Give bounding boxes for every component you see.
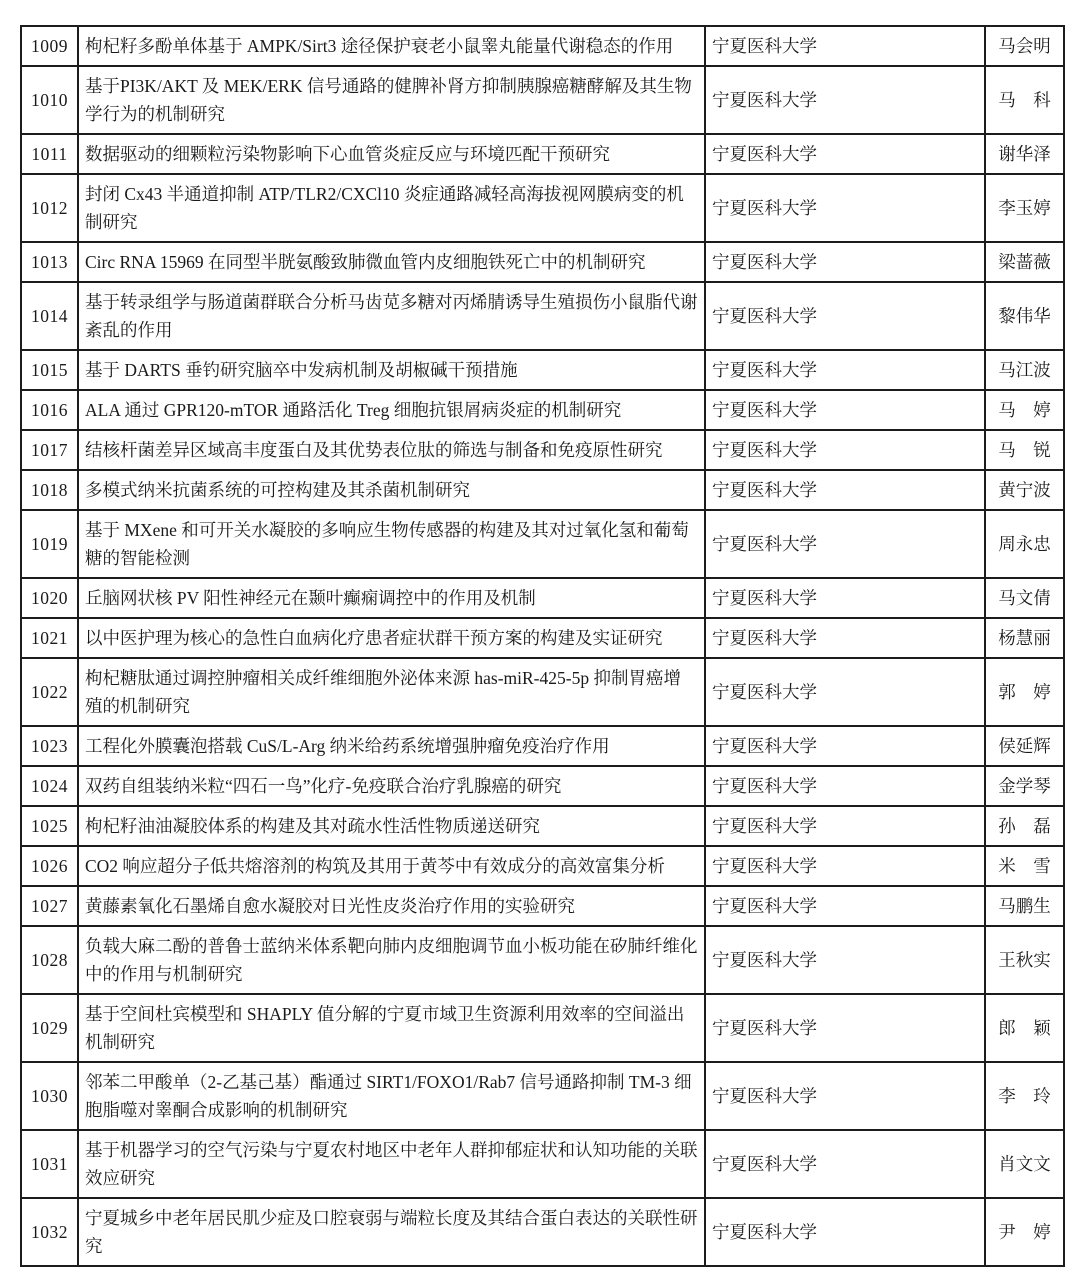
- leader-cell: 黄宁波: [985, 470, 1064, 510]
- table-row: [21, 658, 1064, 726]
- projects-table: [20, 25, 1065, 1267]
- project-id-cell: 1014: [21, 282, 78, 350]
- project-title-cell: Circ RNA 15969 在同型半胱氨酸致肺微血管内皮细胞铁死亡中的机制研究: [78, 242, 705, 282]
- project-title-cell: 宁夏城乡中老年居民肌少症及口腔衰弱与端粒长度及其结合蛋白表达的关联性研究: [78, 1198, 705, 1266]
- table-row: [21, 26, 1064, 66]
- institution-cell: 宁夏医科大学: [705, 766, 985, 806]
- project-title-cell: 结核杆菌差异区域高丰度蛋白及其优势表位肽的筛选与制备和免疫原性研究: [78, 430, 705, 470]
- leader-cell: 杨慧丽: [985, 618, 1064, 658]
- table-row: [21, 578, 1064, 618]
- leader-cell: 马 锐: [985, 430, 1064, 470]
- project-id-cell: 1026: [21, 846, 78, 886]
- institution-cell: 宁夏医科大学: [705, 726, 985, 766]
- institution-cell: 宁夏医科大学: [705, 510, 985, 578]
- institution-cell: 宁夏医科大学: [705, 26, 985, 66]
- project-id-cell: 1009: [21, 26, 78, 66]
- document-page: [20, 25, 1063, 1267]
- project-title-cell: 数据驱动的细颗粒污染物影响下心血管炎症反应与环境匹配干预研究: [78, 134, 705, 174]
- project-id-cell: 1017: [21, 430, 78, 470]
- project-title-cell: 基于 DARTS 垂钓研究脑卒中发病机制及胡椒碱干预措施: [78, 350, 705, 390]
- table-row: [21, 1062, 1064, 1130]
- table-row: [21, 766, 1064, 806]
- project-title-cell: 封闭 Cx43 半通道抑制 ATP/TLR2/CXCl10 炎症通路减轻高海拔视网膜病变的机制研究: [78, 174, 705, 242]
- leader-cell: 尹 婷: [985, 1198, 1064, 1266]
- leader-cell: 马 科: [985, 66, 1064, 134]
- project-title-cell: 工程化外膜囊泡搭载 CuS/L-Arg 纳米给药系统增强肿瘤免疫治疗作用: [78, 726, 705, 766]
- project-id-cell: 1023: [21, 726, 78, 766]
- project-title-cell: CO2 响应超分子低共熔溶剂的构筑及其用于黄芩中有效成分的高效富集分析: [78, 846, 705, 886]
- table-row: [21, 66, 1064, 134]
- project-id-cell: 1020: [21, 578, 78, 618]
- table-row: [21, 1130, 1064, 1198]
- institution-cell: 宁夏医科大学: [705, 578, 985, 618]
- leader-cell: 侯延辉: [985, 726, 1064, 766]
- table-row: [21, 390, 1064, 430]
- project-id-cell: 1024: [21, 766, 78, 806]
- leader-cell: 马文倩: [985, 578, 1064, 618]
- project-id-cell: 1029: [21, 994, 78, 1062]
- table-row: [21, 282, 1064, 350]
- project-title-cell: 丘脑网状核 PV 阳性神经元在颞叶癫痫调控中的作用及机制: [78, 578, 705, 618]
- table-row: [21, 618, 1064, 658]
- project-id-cell: 1030: [21, 1062, 78, 1130]
- project-title-cell: 枸杞籽油油凝胶体系的构建及其对疏水性活性物质递送研究: [78, 806, 705, 846]
- institution-cell: 宁夏医科大学: [705, 926, 985, 994]
- table-row: [21, 1198, 1064, 1266]
- project-title-cell: ALA 通过 GPR120-mTOR 通路活化 Treg 细胞抗银屑病炎症的机制研究: [78, 390, 705, 430]
- institution-cell: 宁夏医科大学: [705, 1130, 985, 1198]
- project-title-cell: 以中医护理为核心的急性白血病化疗患者症状群干预方案的构建及实证研究: [78, 618, 705, 658]
- institution-cell: 宁夏医科大学: [705, 430, 985, 470]
- leader-cell: 马 婷: [985, 390, 1064, 430]
- project-title-cell: 基于转录组学与肠道菌群联合分析马齿苋多糖对丙烯腈诱导生殖损伤小鼠脂代谢紊乱的作用: [78, 282, 705, 350]
- project-id-cell: 1018: [21, 470, 78, 510]
- institution-cell: 宁夏医科大学: [705, 134, 985, 174]
- leader-cell: 周永忠: [985, 510, 1064, 578]
- institution-cell: 宁夏医科大学: [705, 282, 985, 350]
- leader-cell: 梁蔷薇: [985, 242, 1064, 282]
- project-title-cell: 基于 MXene 和可开关水凝胶的多响应生物传感器的构建及其对过氧化氢和葡萄糖的智能检测: [78, 510, 705, 578]
- project-title-cell: 基于机器学习的空气污染与宁夏农村地区中老年人群抑郁症状和认知功能的关联效应研究: [78, 1130, 705, 1198]
- project-id-cell: 1012: [21, 174, 78, 242]
- project-id-cell: 1028: [21, 926, 78, 994]
- project-title-cell: 基于空间杜宾模型和 SHAPLY 值分解的宁夏市域卫生资源利用效率的空间溢出机制研究: [78, 994, 705, 1062]
- project-title-cell: 邻苯二甲酸单（2-乙基己基）酯通过 SIRT1/FOXO1/Rab7 信号通路抑制 TM-3 细胞脂噬对睾酮合成影响的机制研究: [78, 1062, 705, 1130]
- project-id-cell: 1031: [21, 1130, 78, 1198]
- institution-cell: 宁夏医科大学: [705, 886, 985, 926]
- institution-cell: 宁夏医科大学: [705, 994, 985, 1062]
- leader-cell: 孙 磊: [985, 806, 1064, 846]
- table-row: [21, 350, 1064, 390]
- table-row: [21, 994, 1064, 1062]
- institution-cell: 宁夏医科大学: [705, 66, 985, 134]
- institution-cell: 宁夏医科大学: [705, 470, 985, 510]
- table-row: [21, 430, 1064, 470]
- project-title-cell: 多模式纳米抗菌系统的可控构建及其杀菌机制研究: [78, 470, 705, 510]
- project-id-cell: 1027: [21, 886, 78, 926]
- institution-cell: 宁夏医科大学: [705, 846, 985, 886]
- leader-cell: 黎伟华: [985, 282, 1064, 350]
- projects-table-body: [21, 26, 1064, 1266]
- table-row: [21, 806, 1064, 846]
- project-title-cell: 黄藤素氧化石墨烯自愈水凝胶对日光性皮炎治疗作用的实验研究: [78, 886, 705, 926]
- table-row: [21, 242, 1064, 282]
- project-id-cell: 1019: [21, 510, 78, 578]
- project-id-cell: 1013: [21, 242, 78, 282]
- institution-cell: 宁夏医科大学: [705, 618, 985, 658]
- institution-cell: 宁夏医科大学: [705, 242, 985, 282]
- project-id-cell: 1011: [21, 134, 78, 174]
- institution-cell: 宁夏医科大学: [705, 806, 985, 846]
- project-title-cell: 枸杞糖肽通过调控肿瘤相关成纤维细胞外泌体来源 has-miR-425-5p 抑制胃癌增殖的机制研究: [78, 658, 705, 726]
- project-id-cell: 1016: [21, 390, 78, 430]
- leader-cell: 郭 婷: [985, 658, 1064, 726]
- leader-cell: 肖文文: [985, 1130, 1064, 1198]
- institution-cell: 宁夏医科大学: [705, 658, 985, 726]
- leader-cell: 谢华泽: [985, 134, 1064, 174]
- leader-cell: 王秋实: [985, 926, 1064, 994]
- institution-cell: 宁夏医科大学: [705, 1062, 985, 1130]
- project-title-cell: 双药自组装纳米粒“四石一鸟”化疗-免疫联合治疗乳腺癌的研究: [78, 766, 705, 806]
- project-id-cell: 1010: [21, 66, 78, 134]
- project-id-cell: 1022: [21, 658, 78, 726]
- leader-cell: 金学琴: [985, 766, 1064, 806]
- leader-cell: 李玉婷: [985, 174, 1064, 242]
- table-row: [21, 926, 1064, 994]
- project-title-cell: 负载大麻二酚的普鲁士蓝纳米体系靶向肺内皮细胞调节血小板功能在矽肺纤维化中的作用与机制研究: [78, 926, 705, 994]
- leader-cell: 马会明: [985, 26, 1064, 66]
- project-id-cell: 1015: [21, 350, 78, 390]
- project-id-cell: 1025: [21, 806, 78, 846]
- project-title-cell: 基于PI3K/AKT 及 MEK/ERK 信号通路的健脾补肾方抑制胰腺癌糖酵解及其生物学行为的机制研究: [78, 66, 705, 134]
- project-id-cell: 1032: [21, 1198, 78, 1266]
- institution-cell: 宁夏医科大学: [705, 350, 985, 390]
- table-row: [21, 134, 1064, 174]
- table-row: [21, 886, 1064, 926]
- table-row: [21, 726, 1064, 766]
- institution-cell: 宁夏医科大学: [705, 1198, 985, 1266]
- leader-cell: 郎 颖: [985, 994, 1064, 1062]
- table-row: [21, 470, 1064, 510]
- leader-cell: 马江波: [985, 350, 1064, 390]
- institution-cell: 宁夏医科大学: [705, 174, 985, 242]
- institution-cell: 宁夏医科大学: [705, 390, 985, 430]
- leader-cell: 米 雪: [985, 846, 1064, 886]
- table-row: [21, 846, 1064, 886]
- table-row: [21, 510, 1064, 578]
- leader-cell: 李 玲: [985, 1062, 1064, 1130]
- leader-cell: 马鹏生: [985, 886, 1064, 926]
- project-id-cell: 1021: [21, 618, 78, 658]
- table-row: [21, 174, 1064, 242]
- project-title-cell: 枸杞籽多酚单体基于 AMPK/Sirt3 途径保护衰老小鼠睾丸能量代谢稳态的作用: [78, 26, 705, 66]
